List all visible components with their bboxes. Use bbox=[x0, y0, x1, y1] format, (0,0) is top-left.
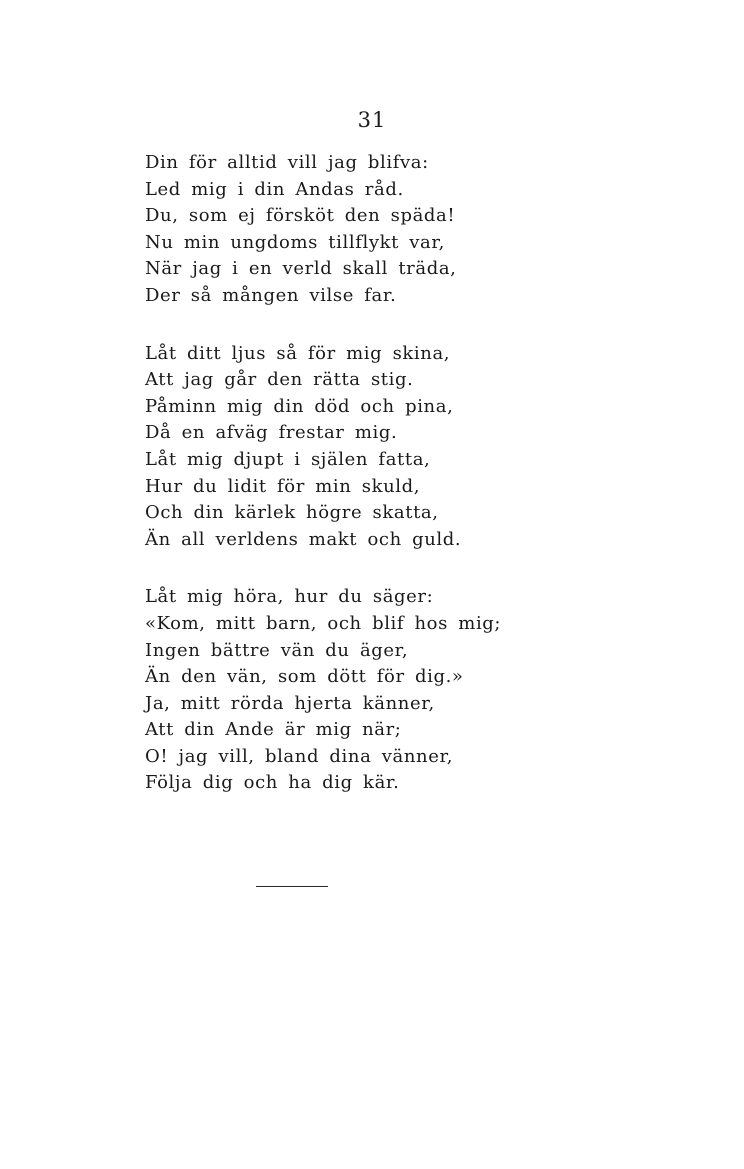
poem-line: Ingen bättre vän du äger, bbox=[145, 639, 409, 661]
poem-line: Då en afväg frestar mig. bbox=[145, 422, 398, 444]
poem-line: Nu min ungdoms tillflykt var, bbox=[145, 231, 445, 253]
poem-line: «Kom, mitt barn, och blif hos mig; bbox=[145, 612, 502, 634]
poem-line: Din för alltid vill jag blifva: bbox=[145, 152, 429, 173]
poem-line: Än all verldens makt och guld. bbox=[145, 528, 462, 550]
stanza-3 bbox=[145, 584, 705, 797]
page-number: 31 bbox=[357, 108, 387, 132]
poem-line: O! jag vill, bland dina vänner, bbox=[145, 745, 454, 767]
poem-line: Låt ditt ljus så för mig skina, bbox=[145, 342, 451, 364]
poem-line: Led mig i din Andas råd. bbox=[145, 178, 404, 200]
end-rule-divider bbox=[256, 886, 328, 887]
poem-line: Att jag går den rätta stig. bbox=[145, 369, 414, 391]
poem-line: När jag i en verld skall träda, bbox=[145, 258, 457, 280]
poem-line: Ja, mitt rörda hjerta känner, bbox=[145, 692, 435, 714]
stanza-1 bbox=[145, 150, 705, 310]
poem-line: Låt mig höra, hur du säger: bbox=[145, 586, 434, 608]
poem-line: Och din kärlek högre skatta, bbox=[145, 502, 439, 524]
stanza-2 bbox=[145, 341, 705, 554]
poem-line: Låt mig djupt i själen fatta, bbox=[145, 448, 431, 470]
poem-body bbox=[145, 150, 705, 828]
poem-line: Du, som ej försköt den späda! bbox=[145, 205, 456, 227]
poem-line: Hur du lidit för min skuld, bbox=[145, 475, 421, 497]
poem-line: Der så mången vilse far. bbox=[145, 284, 397, 306]
poem-line: Påminn mig din död och pina, bbox=[145, 395, 454, 417]
poem-line: Att din Ande är mig när; bbox=[145, 719, 402, 741]
poem-line: Följa dig och ha dig kär. bbox=[145, 772, 400, 794]
poem-line: Än den vän, som dött för dig.» bbox=[145, 666, 464, 688]
